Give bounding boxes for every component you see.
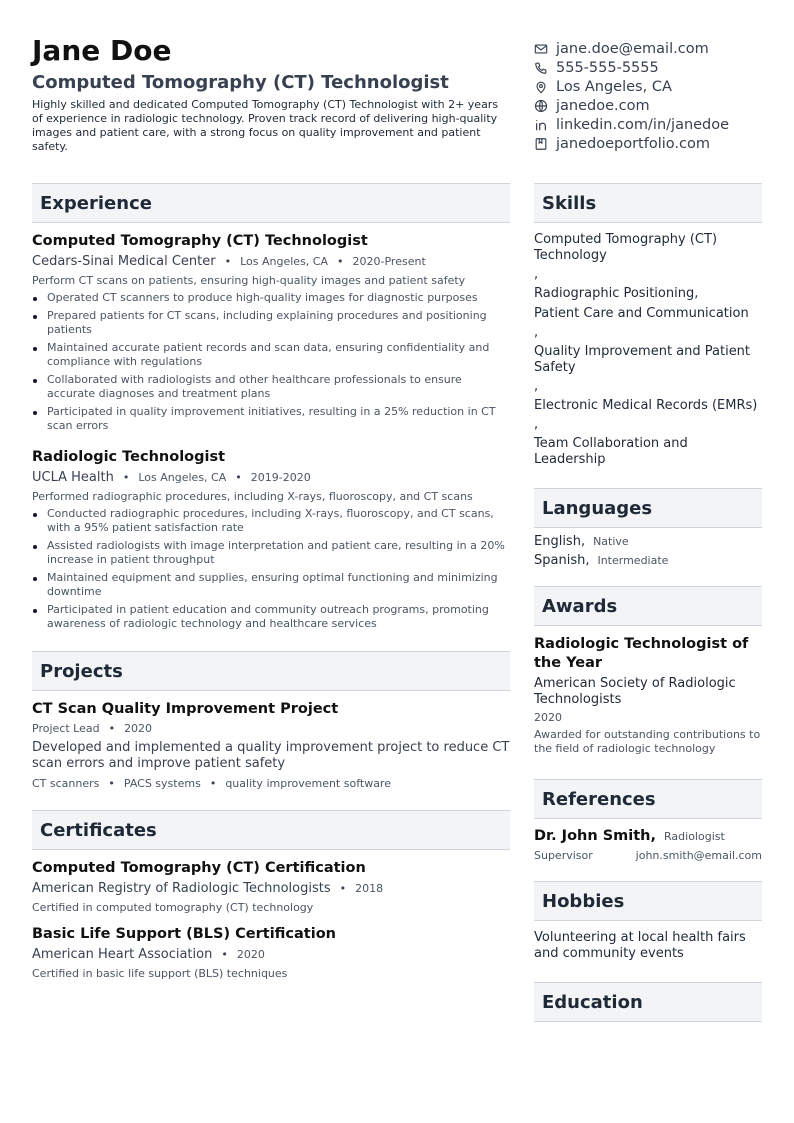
project-tool: quality improvement software	[225, 777, 391, 790]
job-bullets	[32, 507, 510, 631]
reference-name: Dr. John Smith,	[534, 828, 657, 844]
contact-email[interactable]	[534, 39, 774, 58]
certificate-description: Certified in computed tomography (CT) technology	[32, 901, 314, 914]
skills-list	[534, 232, 762, 468]
skill-separator: ,	[534, 379, 539, 394]
job-dates: 2019-2020	[250, 471, 311, 484]
linkedin-icon	[534, 118, 548, 132]
contact-website[interactable]	[534, 96, 774, 115]
contact-portfolio-text: janedoeportfolio.com	[556, 135, 710, 152]
job-bullets	[32, 291, 510, 433]
certificate-year: 2020	[236, 948, 265, 961]
languages-heading: Languages	[534, 488, 762, 528]
company-name: Cedars-Sinai Medical Center	[32, 254, 216, 269]
project-role: Project Lead	[32, 722, 100, 735]
mail-icon	[534, 42, 548, 56]
contact-phone-text: 555-555-5555	[556, 59, 659, 76]
skill-separator: ,	[534, 417, 539, 432]
map-pin-icon	[534, 80, 548, 94]
right-column	[534, 183, 762, 1022]
certificate-title: Computed Tomography (CT) Certification	[32, 860, 366, 876]
hobbies-heading: Hobbies	[534, 881, 762, 921]
reference-header	[534, 828, 762, 844]
certificate-issuer: American Registry of Radiologic Technologists	[32, 881, 331, 896]
certificate-title: Basic Life Support (BLS) Certification	[32, 926, 336, 942]
language-item	[534, 553, 762, 568]
separator-dot: •	[108, 722, 116, 735]
experience-entry	[32, 449, 510, 631]
project-title: CT Scan Quality Improvement Project	[32, 701, 339, 717]
portfolio-icon	[534, 137, 548, 151]
award-description: Awarded for outstanding contributions to the field of radiologic technology	[534, 728, 761, 755]
award-year: 2020	[534, 711, 562, 724]
certificate-meta	[32, 947, 510, 962]
reference-role: Radiologist	[664, 829, 725, 843]
project-tools	[32, 777, 510, 790]
language-level: Intermediate	[597, 554, 669, 567]
separator-dot: •	[235, 471, 242, 484]
certificate-description: Certified in basic life support (BLS) techniques	[32, 967, 288, 980]
project-tool: PACS systems	[123, 777, 201, 790]
job-location: Los Angeles, CA	[138, 471, 227, 484]
separator-dot: •	[337, 255, 344, 268]
experience-entry	[32, 233, 510, 433]
languages-list	[534, 534, 762, 568]
list-item: Conducted radiographic procedures, including X-rays, fluoroscopy, and CT scans, with a 95% patient satisfaction rate	[32, 507, 510, 535]
contact-location-text: Los Angeles, CA	[556, 78, 672, 95]
job-summary: Perform CT scans on patients, ensuring high-quality images and patient safety	[32, 274, 466, 287]
list-item: Collaborated with radiologists and other healthcare professionals to ensure accurate diagnoses and treatment plans	[32, 373, 510, 401]
job-title-1: Computed Tomography (CT) Technologist	[32, 233, 368, 249]
contact-location	[534, 77, 774, 96]
language-name: Spanish,	[534, 553, 590, 568]
skill-item: Computed Tomography (CT) Technology	[534, 232, 718, 263]
job-summary: Performed radiographic procedures, including X-rays, fluoroscopy, and CT scans	[32, 490, 473, 503]
reference-email[interactable]: john.smith@email.com	[635, 849, 762, 862]
contact-portfolio[interactable]	[534, 134, 774, 153]
experience-heading: Experience	[32, 183, 510, 223]
job-title: Computed Tomography (CT) Technologist	[32, 72, 449, 93]
certificate-meta	[32, 881, 510, 896]
certificate-entry	[32, 926, 510, 980]
references-heading: References	[534, 779, 762, 819]
skill-item: Patient Care and Communication	[534, 306, 749, 321]
phone-icon	[534, 61, 548, 75]
hobby-item: Volunteering at local health fairs and community events	[534, 930, 746, 961]
skill-item: Quality Improvement and Patient Safety	[534, 344, 751, 375]
list-item: Operated CT scanners to produce high-quality images for diagnostic purposes	[32, 291, 510, 305]
job-dates: 2020-Present	[352, 255, 426, 268]
certificates-heading: Certificates	[32, 810, 510, 850]
left-column	[32, 183, 510, 980]
candidate-name: Jane Doe	[32, 34, 172, 67]
project-description: Developed and implemented a quality improvement project to reduce CT scan errors and improve patient safety	[32, 740, 510, 771]
education-heading: Education	[534, 982, 762, 1022]
contact-linkedin-text: linkedin.com/in/janedoe	[556, 116, 730, 133]
reference-entry	[534, 828, 762, 862]
job-meta	[32, 254, 510, 269]
project-meta	[32, 722, 510, 735]
profile-summary: Highly skilled and dedicated Computed Tomography (CT) Technologist with 2+ years of experience in radiologic technology. Proven track record of delivering high-quality images and patient care, with a strong focus on quality improvement and patient safety.	[32, 98, 499, 153]
contact-phone[interactable]	[534, 58, 774, 77]
list-item: Maintained equipment and supplies, ensuring optimal functioning and minimizing downtime	[32, 571, 510, 599]
certificate-issuer: American Heart Association	[32, 947, 213, 962]
skill-item: Radiographic Positioning,	[534, 286, 699, 301]
reference-relation: Supervisor	[534, 849, 593, 862]
skill-item: Team Collaboration and Leadership	[534, 436, 688, 467]
list-item: Maintained accurate patient records and scan data, ensuring confidentiality and compliance with regulations	[32, 341, 510, 369]
award-entry	[534, 635, 762, 756]
project-year: 2020	[124, 722, 153, 735]
contact-email-text: jane.doe@email.com	[556, 40, 709, 57]
language-item	[534, 534, 762, 549]
list-item: Assisted radiologists with image interpretation and patient care, resulting in a 20% increase in patient throughput	[32, 539, 510, 567]
separator-dot: •	[339, 882, 347, 895]
list-item: Participated in quality improvement initiatives, resulting in a 25% reduction in CT scan errors	[32, 405, 510, 433]
project-tool: CT scanners	[32, 777, 100, 790]
separator-dot: •	[108, 777, 115, 790]
language-level: Native	[593, 535, 629, 548]
separator-dot: •	[224, 255, 232, 268]
list-item: Prepared patients for CT scans, including explaining procedures and positioning patients	[32, 309, 510, 337]
reference-details	[534, 849, 762, 862]
award-issuer: American Society of Radiologic Technologists	[534, 676, 736, 707]
skills-heading: Skills	[534, 183, 762, 223]
globe-icon	[534, 99, 548, 113]
projects-heading: Projects	[32, 651, 510, 691]
skill-separator: ,	[534, 325, 539, 340]
project-entry	[32, 701, 510, 790]
contact-list	[534, 39, 774, 153]
skill-separator: ,	[534, 267, 539, 282]
separator-dot: •	[122, 471, 130, 484]
company-name: UCLA Health	[32, 470, 114, 485]
job-location: Los Angeles, CA	[240, 255, 329, 268]
certificate-year: 2018	[355, 882, 384, 895]
list-item: Participated in patient education and community outreach programs, promoting awareness of radiologic technology and healthcare services	[32, 603, 510, 631]
certificate-entry	[32, 860, 510, 914]
language-name: English,	[534, 534, 586, 549]
separator-dot: •	[209, 777, 217, 790]
contact-website-text: janedoe.com	[556, 97, 650, 114]
job-title-2: Radiologic Technologist	[32, 449, 226, 465]
award-title: Radiologic Technologist of the Year	[534, 636, 749, 671]
awards-heading: Awards	[534, 586, 762, 626]
contact-linkedin[interactable]	[534, 115, 774, 134]
job-meta	[32, 470, 510, 485]
separator-dot: •	[221, 948, 228, 961]
skill-item: Electronic Medical Records (EMRs)	[534, 398, 758, 413]
